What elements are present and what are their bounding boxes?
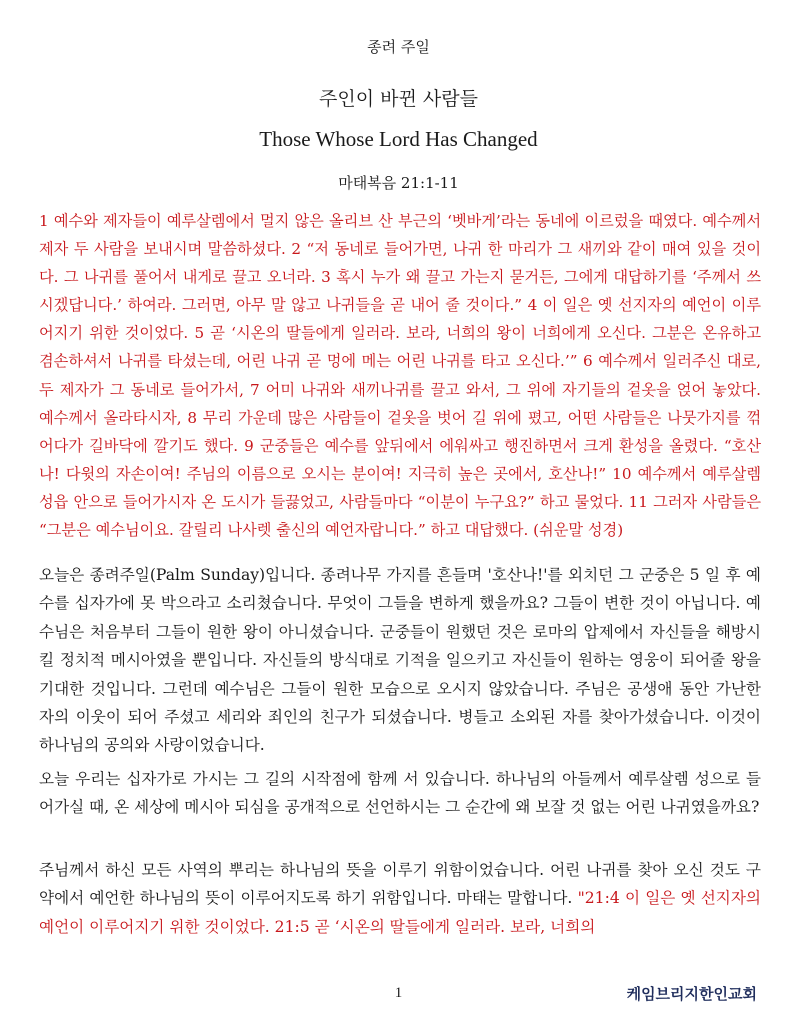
korean-title: 주인이 바뀐 사람들 [319,88,478,110]
occasion-label: 종려 주일 [367,38,430,56]
sermon-paragraph-3 [39,856,761,941]
sermon-paragraph-1: 오늘은 종려주일(Palm Sunday)입니다. 종려나무 가지를 흔들며 '호산나!'를 외치던 그 군중은 5 일 후 예수를 십자가에 못 박으라고 소리쳤습니다. 무엇이 그들을 변하게 했을까요? 그들이 변한 것이 아닙니다. 예수님은 처음부터 그들이 원한 왕이 아니셨습니다. 군중들이 원했던 것은 로마의 압제에서 자신들을 해방시킬 정치적 메시아였을 뿐입니다. 자신들의 방식대로 기적을 일으키고 자신들이 원하는 영웅이 되어줄 왕을 기대한 것입니다. 그런데 예수님은 그들이 원한 모습으로 오시지 않았습니다. 주님은 공생애 동안 가난한 자의 이웃이 되어 주셨고 세리와 죄인의 친구가 되셨습니다. 병들고 소외된 자를 찾아가셨습니다. 이것이 하나님의 공의와 사랑이었습니다. [39,566,761,755]
scripture-reference: 마태복음 21:1-11 [338,174,459,192]
church-name: 케임브리지한인교회 [626,985,757,1003]
scripture-passage: 1 예수와 제자들이 예루살렘에서 멀지 않은 올리브 산 부근의 ‘벳바게’라는 동네에 이르렀을 때였다. 예수께서 제자 두 사람을 보내시며 말씀하셨다. 2 “저 동네로 들어가면, 나귀 한 마리가 그 새끼와 같이 매여 있을 것이다. 그 나귀를 풀어서 내게로 끌고 오너라. 3 혹시 누가 왜 끌고 가는지 묻거든, 그에게 대답하기를 ‘주께서 쓰시겠답니다.’ 하여라. 그러면, 아무 말 않고 나귀들을 곧 내어 줄 것이다.” 4 이 일은 옛 선지자의 예언이 이루어지기 위한 것이었다. 5 곧 ‘시온의 딸들에게 일러라. 보라, 너희의 왕이 너희에게 오신다. 그분은 온유하고 겸손하셔서 나귀를 타셨는데, 어린 나귀 곧 멍에 메는 어린 나귀를 타고 오신다.’” 6 예수께서 일러주신 대로, 두 제자가 그 동네로 들어가서, 7 어미 나귀와 새끼나귀를 끌고 와서, 그 위에 자기들의 겉옷을 얹어 놓았다. 예수께서 올라타시자, 8 무리 가운데 많은 사람들이 겉옷을 벗어 길 위에 폈고, 어떤 사람들은 나뭇가지를 꺾어다가 길바닥에 깔기도 했다. 9 군중들은 예수를 앞뒤에서 에워싸고 행진하면서 크게 환성을 올렸다. “호산나! 다윗의 자손이여! 주님의 이름으로 오시는 분이여! 지극히 높은 곳에서, 호산나!” 10 예수께서 예루살렘 성읍 안으로 들어가시자 온 도시가 들끓었고, 사람들마다 “이분이 누구요?” 하고 물었다. 11 그러자 사람들은 “그분은 예수님이요. 갈릴리 나사렛 출신의 예언자랍니다.” 하고 대답했다. (쉬운말 성경) [39,212,761,540]
english-title: Those Whose Lord Has Changed [259,127,538,151]
page-number: 1 [394,985,403,1001]
sermon-paragraph-2: 오늘 우리는 십자가로 가시는 그 길의 시작점에 함께 서 있습니다. 하나님의 아들께서 예루살렘 성으로 들어가실 때, 온 세상에 메시아 되심을 공개적으로 선언하시는 그 순간에 왜 보잘 것 없는 어린 나귀였을까요? [39,770,761,817]
paragraph-3-text: 주님께서 하신 모든 사역의 뿌리는 하나님의 뜻을 이루기 위함이었습니다. 어린 나귀를 찾아 오신 것도 구약에서 예언한 하나님의 뜻이 이루어지도록 하기 위함입니다. 마태는 말합니다. [39,861,761,908]
paragraph-3-scripture-quote: "21:4 이 일은 옛 선지자의 예언이 이루어지기 위한 것이었다. 21:5 곧 ‘시온의 딸들에게 일러라. 보라, 너희의 [39,889,761,936]
